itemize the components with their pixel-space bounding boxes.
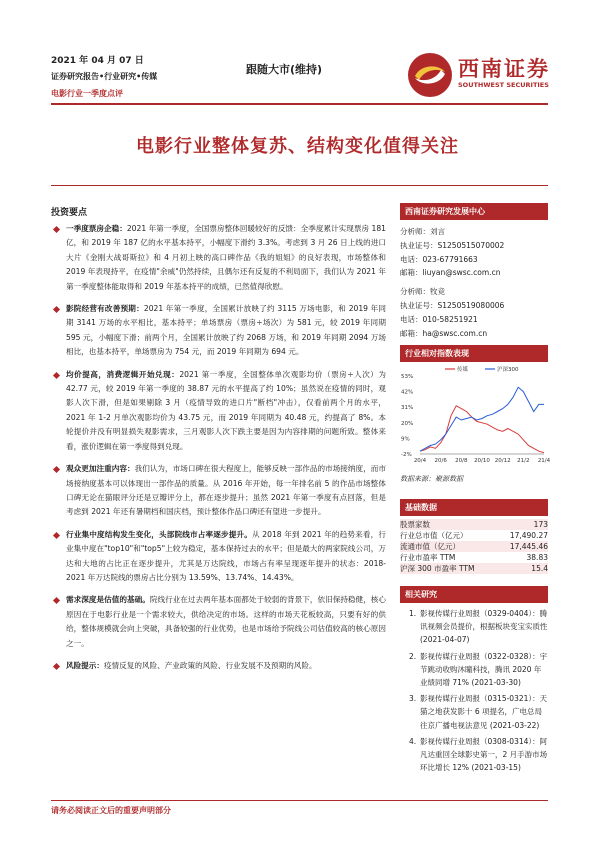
- bullet-icon: [53, 663, 60, 670]
- y-tick-label: 20%: [401, 420, 414, 427]
- paragraph: [51, 659, 386, 673]
- paragraph-text: 2021 年第一季度，全国票房整体回暖较好的反馈：全季度累计实现票房 181 亿，和 2019 年 187 亿的水平基本持平，小幅度下滑约 3.3%。考虑到 3 月 26 日上线的进口大片《金刚大战哥斯拉》和 4 月初上映的高口碑作品《我的姐姐》的良好表现，市场整体和 2019 年表现持平，在疫情"余威"仍然持续，且偶尔还有反复的不利局面下，我们认为 2021 年第一季度整体能取得和 2019 年基本持平的成绩，已然值得欣慰。: [66, 224, 386, 291]
- index-chart-panel: [400, 345, 551, 484]
- bullet-icon: [53, 372, 60, 379]
- legend-label: 沪深300: [497, 367, 519, 373]
- analyst-license: 执业证号：S1250515070002: [400, 240, 505, 250]
- footer-divider: [51, 800, 548, 801]
- series-line: [420, 406, 544, 453]
- list-item[interactable]: 3. 影视传媒行业周报（0315-0321）：天猫之地获发影十 6 项提名，广电总局往京广播电视法意见 (2021-03-22): [409, 694, 548, 730]
- paragraph-lead: 均价提高，消费逻辑开始兑现：: [66, 369, 180, 379]
- report-subtitle: 电影行业一季度点评: [51, 89, 123, 98]
- y-tick-label: 31%: [401, 405, 414, 412]
- stat-label: 流通市值（亿元）: [400, 541, 498, 552]
- related-research-panel: [400, 586, 548, 777]
- x-tick-label: 20/8: [455, 458, 468, 464]
- x-tick-label: 20/4: [413, 458, 427, 464]
- stat-label: 股票家数: [400, 519, 498, 530]
- paragraph: [51, 593, 386, 651]
- rating: 跟随大市(维持): [246, 63, 323, 76]
- paragraph: [51, 462, 386, 520]
- stats-table: [400, 519, 548, 574]
- table-row: [400, 563, 548, 574]
- related-link[interactable]: 影视传媒行业周报（0322-0328）：宇节跳动收购沐瞳科技，腾讯 2020 年业绩同增 71% (2021-03-30): [420, 651, 548, 688]
- legend-label: 传媒: [457, 367, 469, 373]
- table-row: [400, 530, 548, 541]
- stat-value: 15.4: [498, 563, 548, 574]
- y-tick-label: 42%: [401, 389, 414, 396]
- paragraph-lead: 影院经营有改善预期：: [66, 304, 144, 314]
- bullet-icon: [53, 306, 60, 313]
- analyst-email: 邮箱：ha@swsc.com.cn: [400, 328, 488, 338]
- relative-index-chart: [400, 362, 551, 470]
- paragraph-text: 疫情反复的风险、产业政策的风险、行业发展不及预期的风险。: [103, 660, 317, 670]
- team-header: 西南证券研究发展中心: [400, 203, 548, 220]
- paragraph-text: 我们认为，市场口碑在很大程度上，能够反映一部作品的市场接纳度，而市场接纳度基本可以体现出一部作品的质量。从 2016 年开始，每一年排名前 5 的作品市场整体口碑无论在猫眼评分还是豆瓣评分上，都在逐步提升；虽然 2021 年第一季度有点回落，但是考虑到 2021 年还有暑期档和国庆档，预计整体作品口碑还有望进一步提升。: [66, 464, 386, 517]
- y-tick-label: 53%: [401, 374, 414, 380]
- related-link[interactable]: 影视传媒行业周报（0315-0321）：天猫之地获发影十 6 项提名，广电总局往京广播电视法意见 (2021-03-22): [420, 694, 548, 730]
- analyst-name: 分析师：牧竞: [400, 287, 445, 297]
- table-row: [400, 519, 548, 530]
- related-header: 相关研究: [400, 586, 548, 603]
- bullet-icon: [53, 597, 60, 604]
- related-link[interactable]: 影视传媒行业周报（0329-0404）：腾讯视频会员提价，根据板块变宝实质性 (2021-04-07): [420, 609, 548, 645]
- paragraph: [51, 222, 386, 294]
- x-tick-label: 20/12: [494, 458, 511, 464]
- paragraph: [51, 528, 386, 586]
- stats-header: 基础数据: [400, 499, 548, 516]
- related-link[interactable]: 影视传媒行业周报（0308-0314）：阿凡达重回全球影史第一，2 月手游市场环比增长 12% (2021-03-15): [420, 736, 548, 773]
- x-tick-label: 21/2: [517, 458, 530, 464]
- analyst-license: 执业证号：S1250519080006: [400, 300, 505, 310]
- main-content: [51, 222, 386, 681]
- x-tick-label: 21/4: [537, 458, 551, 464]
- list-item[interactable]: 1. 影视传媒行业周报（0329-0404）：腾讯视频会员提价，根据板块变宝实质性 (2021-04-07): [409, 609, 548, 645]
- table-row: [400, 552, 548, 563]
- stat-label: 沪深 300 市盈率 TTM: [400, 563, 498, 574]
- logo-text-en: SOUTHWEST SECURITIES: [458, 81, 549, 89]
- bullet-icon: [53, 466, 60, 473]
- analyst-phone: 电话：010-58251921: [400, 314, 478, 324]
- stat-value: 173: [498, 519, 548, 530]
- paragraph-text: 2021 年第一季度，全国累计放映了约 3115 万场电影，和 2019 年同期 3141 万场的水平相比，基本持平；单场票房（票房÷场次）为 581 元，较 2019 年同期 595 元，小幅度下滑；前两个月，全国累计放映了约 2068 万场，和 2019 年同期 2094 万场相比，也基本持平，单场票房为 754 元，而 2019 年同期为 694 元。: [66, 304, 387, 357]
- chart-source: 数据来源：聚源数据: [400, 475, 463, 483]
- paragraph-lead: 需求深度是估值的基础。: [66, 595, 150, 605]
- y-tick-label: 9%: [401, 436, 410, 443]
- header-divider: [51, 103, 548, 105]
- paragraph: [51, 368, 386, 454]
- paragraph-lead: 一季度票房企稳：: [66, 224, 127, 233]
- paragraph-lead: 行业集中度结构发生变化，头部院线市占率逐步提升。: [66, 529, 252, 539]
- x-tick-label: 20/6: [434, 458, 447, 464]
- footer-disclaimer: 请务必阅读正文后的重要声明部分: [51, 806, 171, 815]
- stat-value: 17,490.27: [509, 531, 548, 540]
- analyst-phone: 电话：023-67791663: [400, 254, 478, 264]
- bullet-icon: [53, 226, 60, 233]
- stat-label: 行业市盈率 TTM: [400, 553, 456, 562]
- list-item[interactable]: 4. 影视传媒行业周报（0308-0314）：阿凡达重回全球影史第一，2 月手游市场环比增长 12% (2021-03-15): [409, 736, 548, 773]
- paragraph: [51, 302, 386, 360]
- section-title: 投资要点: [51, 208, 88, 218]
- paragraph-lead: 观众更加注重内容：: [66, 464, 135, 474]
- paragraph-text: 从 2018 年到 2021 年的趋势来看，行业集中度在"top10"和"top5"上较为稳定，基本保持过去的水平；但是最大的两家院线公司，万达和大地的占比正在逐步提升，尤其是万达院线，市场占有率呈现逐年提升的状态：2018-2021 年万达院线的票房占比分别为 13.59%、13.74%、14.43%。: [66, 529, 386, 582]
- stat-label: 行业总市值（亿元）: [400, 531, 468, 540]
- research-team-panel: [400, 203, 548, 340]
- analyst-name: 分析师：刘言: [400, 227, 445, 236]
- paragraph-lead: 风险提示：: [66, 660, 104, 670]
- analyst-email: 邮箱：liuyan@swsc.com.cn: [400, 268, 501, 278]
- title-divider: [51, 185, 548, 186]
- bullet-icon: [53, 532, 60, 539]
- y-tick-label: -2%: [401, 452, 412, 458]
- report-type: 证券研究报告•行业研究•传媒: [51, 72, 158, 81]
- stat-value: 17,445.46: [498, 541, 548, 552]
- stat-value: 38.83: [526, 553, 548, 562]
- list-item[interactable]: 2. 影视传媒行业周报（0322-0328）：宇节跳动收购沐瞳科技，腾讯 2020 年业绩同增 71% (2021-03-30): [409, 651, 548, 688]
- logo-mark-icon: [405, 50, 455, 100]
- chart-header: 行业相对指数表现: [400, 345, 548, 362]
- paragraph-text: 院线行业在过去两年基本面都处于较弱的背景下，依旧保持稳健，核心原因在于电影行业是一个需求较大，供给决定的市场。这样的市场天花板较高，只要有好的供给，整体规模就会向上突破，具备较强的行业优势，也是市场给予院线公司估值较高的核心原因之一。: [66, 595, 387, 648]
- logo-text-cn: 西南证券: [458, 56, 550, 81]
- report-title: 电影行业整体复苏、结构变化值得关注: [136, 136, 459, 157]
- x-tick-label: 20/10: [474, 458, 490, 464]
- paragraph-text: 2021 第一季度，全国整体单次观影均价（票房÷人次）为 42.77 元，较 2019 年第一季度的 38.87 元的水平提高了约 10%；虽然说在疫情的同时，观影人次下滑，但是如果剔除 3 月（疫情导致的进口片"断档"冲击），仅看前两个月的水平，2021 年 1-2 月单次观影均价为 43.75 元，而 2019 年同期为 40.48 元，约提高了 8%。本轮提价并没有明显损失观影需求，三月观影人次下跌主要是因为内容排期的问题所致。整体来看，涨价逻辑在第一季度得到兑现。: [66, 369, 386, 451]
- table-row: [400, 541, 548, 552]
- report-date: 2021 年 04 月 07 日: [51, 56, 144, 66]
- basic-data-panel: [400, 499, 548, 574]
